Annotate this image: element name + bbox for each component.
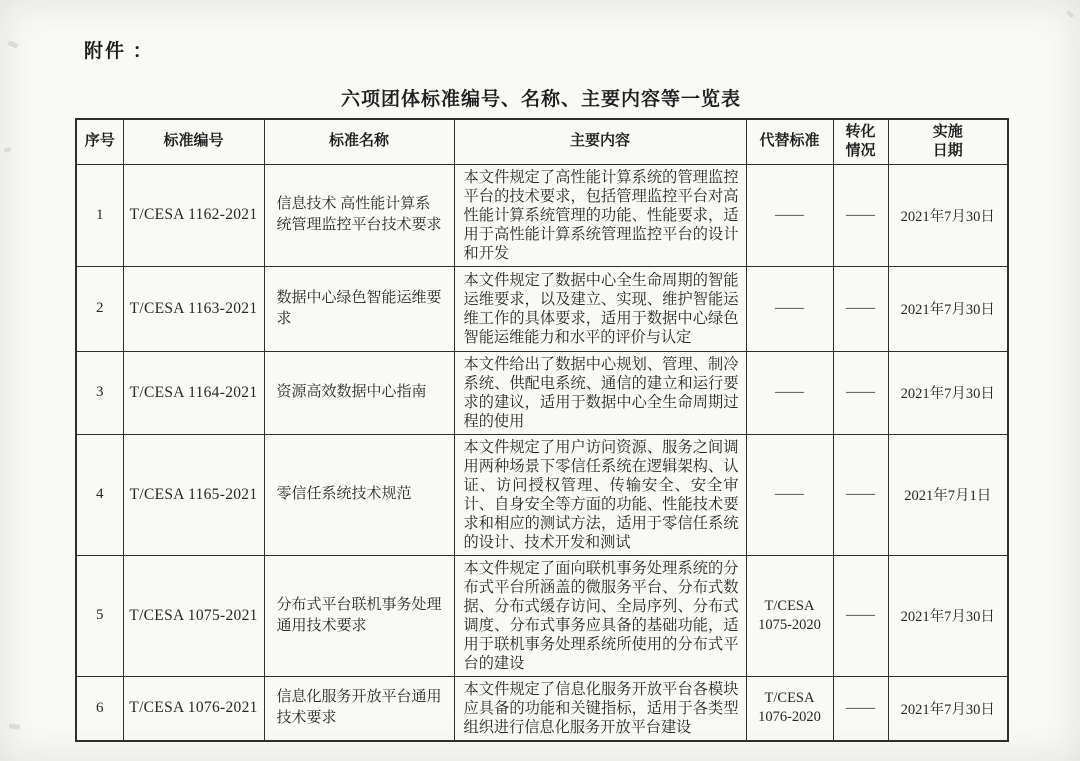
table-row	[76, 676, 1008, 741]
cell-seq: 6	[76, 676, 123, 741]
cell-replaces: ——	[746, 164, 833, 266]
cell-conversion: ——	[833, 434, 888, 555]
cell-code: T/CESA 1164-2021	[123, 351, 264, 434]
header-conversion	[833, 119, 888, 164]
table-header-row	[76, 119, 1008, 164]
cell-content: 本文件规定了数据中心全生命周期的智能运维要求，以及建立、实现、维护智能运维工作的具体要求，适用于数据中心绿色智能运维能力和水平的评价与认定	[454, 266, 746, 351]
page-title: 六项团体标准编号、名称、主要内容等一览表	[340, 89, 741, 110]
cell-name: 分布式平台联机事务处理通用技术要求	[264, 555, 454, 676]
cell-content: 本文件规定了高性能计算系统的管理监控平台的技术要求，包括管理监控平台对高性能计算系统管理的功能、性能要求，适用于高性能计算系统管理监控平台的设计和开发	[454, 164, 746, 266]
header-content: 主要内容	[454, 119, 746, 164]
cell-conversion: ——	[833, 555, 888, 676]
cell-conversion: ——	[833, 164, 888, 266]
table-row	[76, 164, 1008, 266]
cell-code: T/CESA 1165-2021	[123, 434, 264, 555]
header-date	[888, 119, 1008, 164]
cell-date: 2021年7月30日	[888, 676, 1008, 741]
cell-date: 2021年7月30日	[888, 266, 1008, 351]
cell-replaces: T/CESA 1075-2020	[746, 555, 833, 676]
cell-seq: 2	[76, 266, 123, 351]
cell-name: 信息化服务开放平台通用技术要求	[264, 676, 454, 741]
header-seq: 序号	[76, 119, 123, 164]
header-conversion-label: 转化情况	[845, 123, 876, 159]
table-row	[76, 555, 1008, 676]
header-name: 标准名称	[264, 119, 454, 164]
cell-seq: 5	[76, 555, 123, 676]
standards-table	[75, 118, 1009, 742]
cell-replaces: T/CESA 1076-2020	[746, 676, 833, 741]
cell-name: 零信任系统技术规范	[264, 434, 454, 555]
cell-content: 本文件规定了面向联机事务处理系统的分布式平台所涵盖的微服务平台、分布式数据、分布式缓存访问、全局序列、分布式调度、分布式事务应具备的基础功能，适用于联机事务处理系统所使用的分布式平台的建设	[454, 555, 746, 676]
cell-date: 2021年7月30日	[888, 164, 1008, 266]
cell-name: 资源高效数据中心指南	[264, 351, 454, 434]
cell-content: 本文件规定了用户访问资源、服务之间调用两种场景下零信任系统在逻辑架构、认证、访问授权管理、传输安全、安全审计、自身安全等方面的功能、性能技术要求和相应的测试方法，适用于零信任系统的设计、技术开发和测试	[454, 434, 746, 555]
scan-artifact	[1066, 10, 1075, 18]
cell-date: 2021年7月1日	[888, 434, 1008, 555]
table-row	[76, 266, 1008, 351]
cell-code: T/CESA 1075-2021	[123, 555, 264, 676]
header-replaces: 代替标准	[746, 119, 833, 164]
cell-content: 本文件给出了数据中心规划、管理、制冷系统、供配电系统、通信的建立和运行要求的建议，适用于数据中心全生命周期过程的使用	[454, 351, 746, 434]
cell-replaces: ——	[746, 434, 833, 555]
attachment-label: 附件 ：	[84, 41, 154, 62]
cell-name: 数据中心绿色智能运维要求	[264, 266, 454, 351]
cell-conversion: ——	[833, 676, 888, 741]
cell-code: T/CESA 1163-2021	[123, 266, 264, 351]
cell-date: 2021年7月30日	[888, 351, 1008, 434]
cell-seq: 4	[76, 434, 123, 555]
scan-artifact	[4, 147, 12, 152]
cell-code: T/CESA 1162-2021	[123, 164, 264, 266]
cell-date: 2021年7月30日	[888, 555, 1008, 676]
cell-seq: 1	[76, 164, 123, 266]
cell-replaces: ——	[746, 266, 833, 351]
scan-artifact	[7, 40, 18, 49]
cell-content: 本文件规定了信息化服务开放平台各模块应具备的功能和关键指标，适用于各类型组织进行信息化服务开放平台建设	[454, 676, 746, 741]
cell-seq: 3	[76, 351, 123, 434]
table-row	[76, 434, 1008, 555]
cell-code: T/CESA 1076-2021	[123, 676, 264, 741]
header-code: 标准编号	[123, 119, 264, 164]
table-row	[76, 351, 1008, 434]
cell-conversion: ——	[833, 351, 888, 434]
header-date-label: 实施日期	[932, 123, 963, 159]
cell-name: 信息技术 高性能计算系统管理监控平台技术要求	[264, 164, 454, 266]
cell-conversion: ——	[833, 266, 888, 351]
scan-artifact	[9, 723, 21, 729]
cell-replaces: ——	[746, 351, 833, 434]
